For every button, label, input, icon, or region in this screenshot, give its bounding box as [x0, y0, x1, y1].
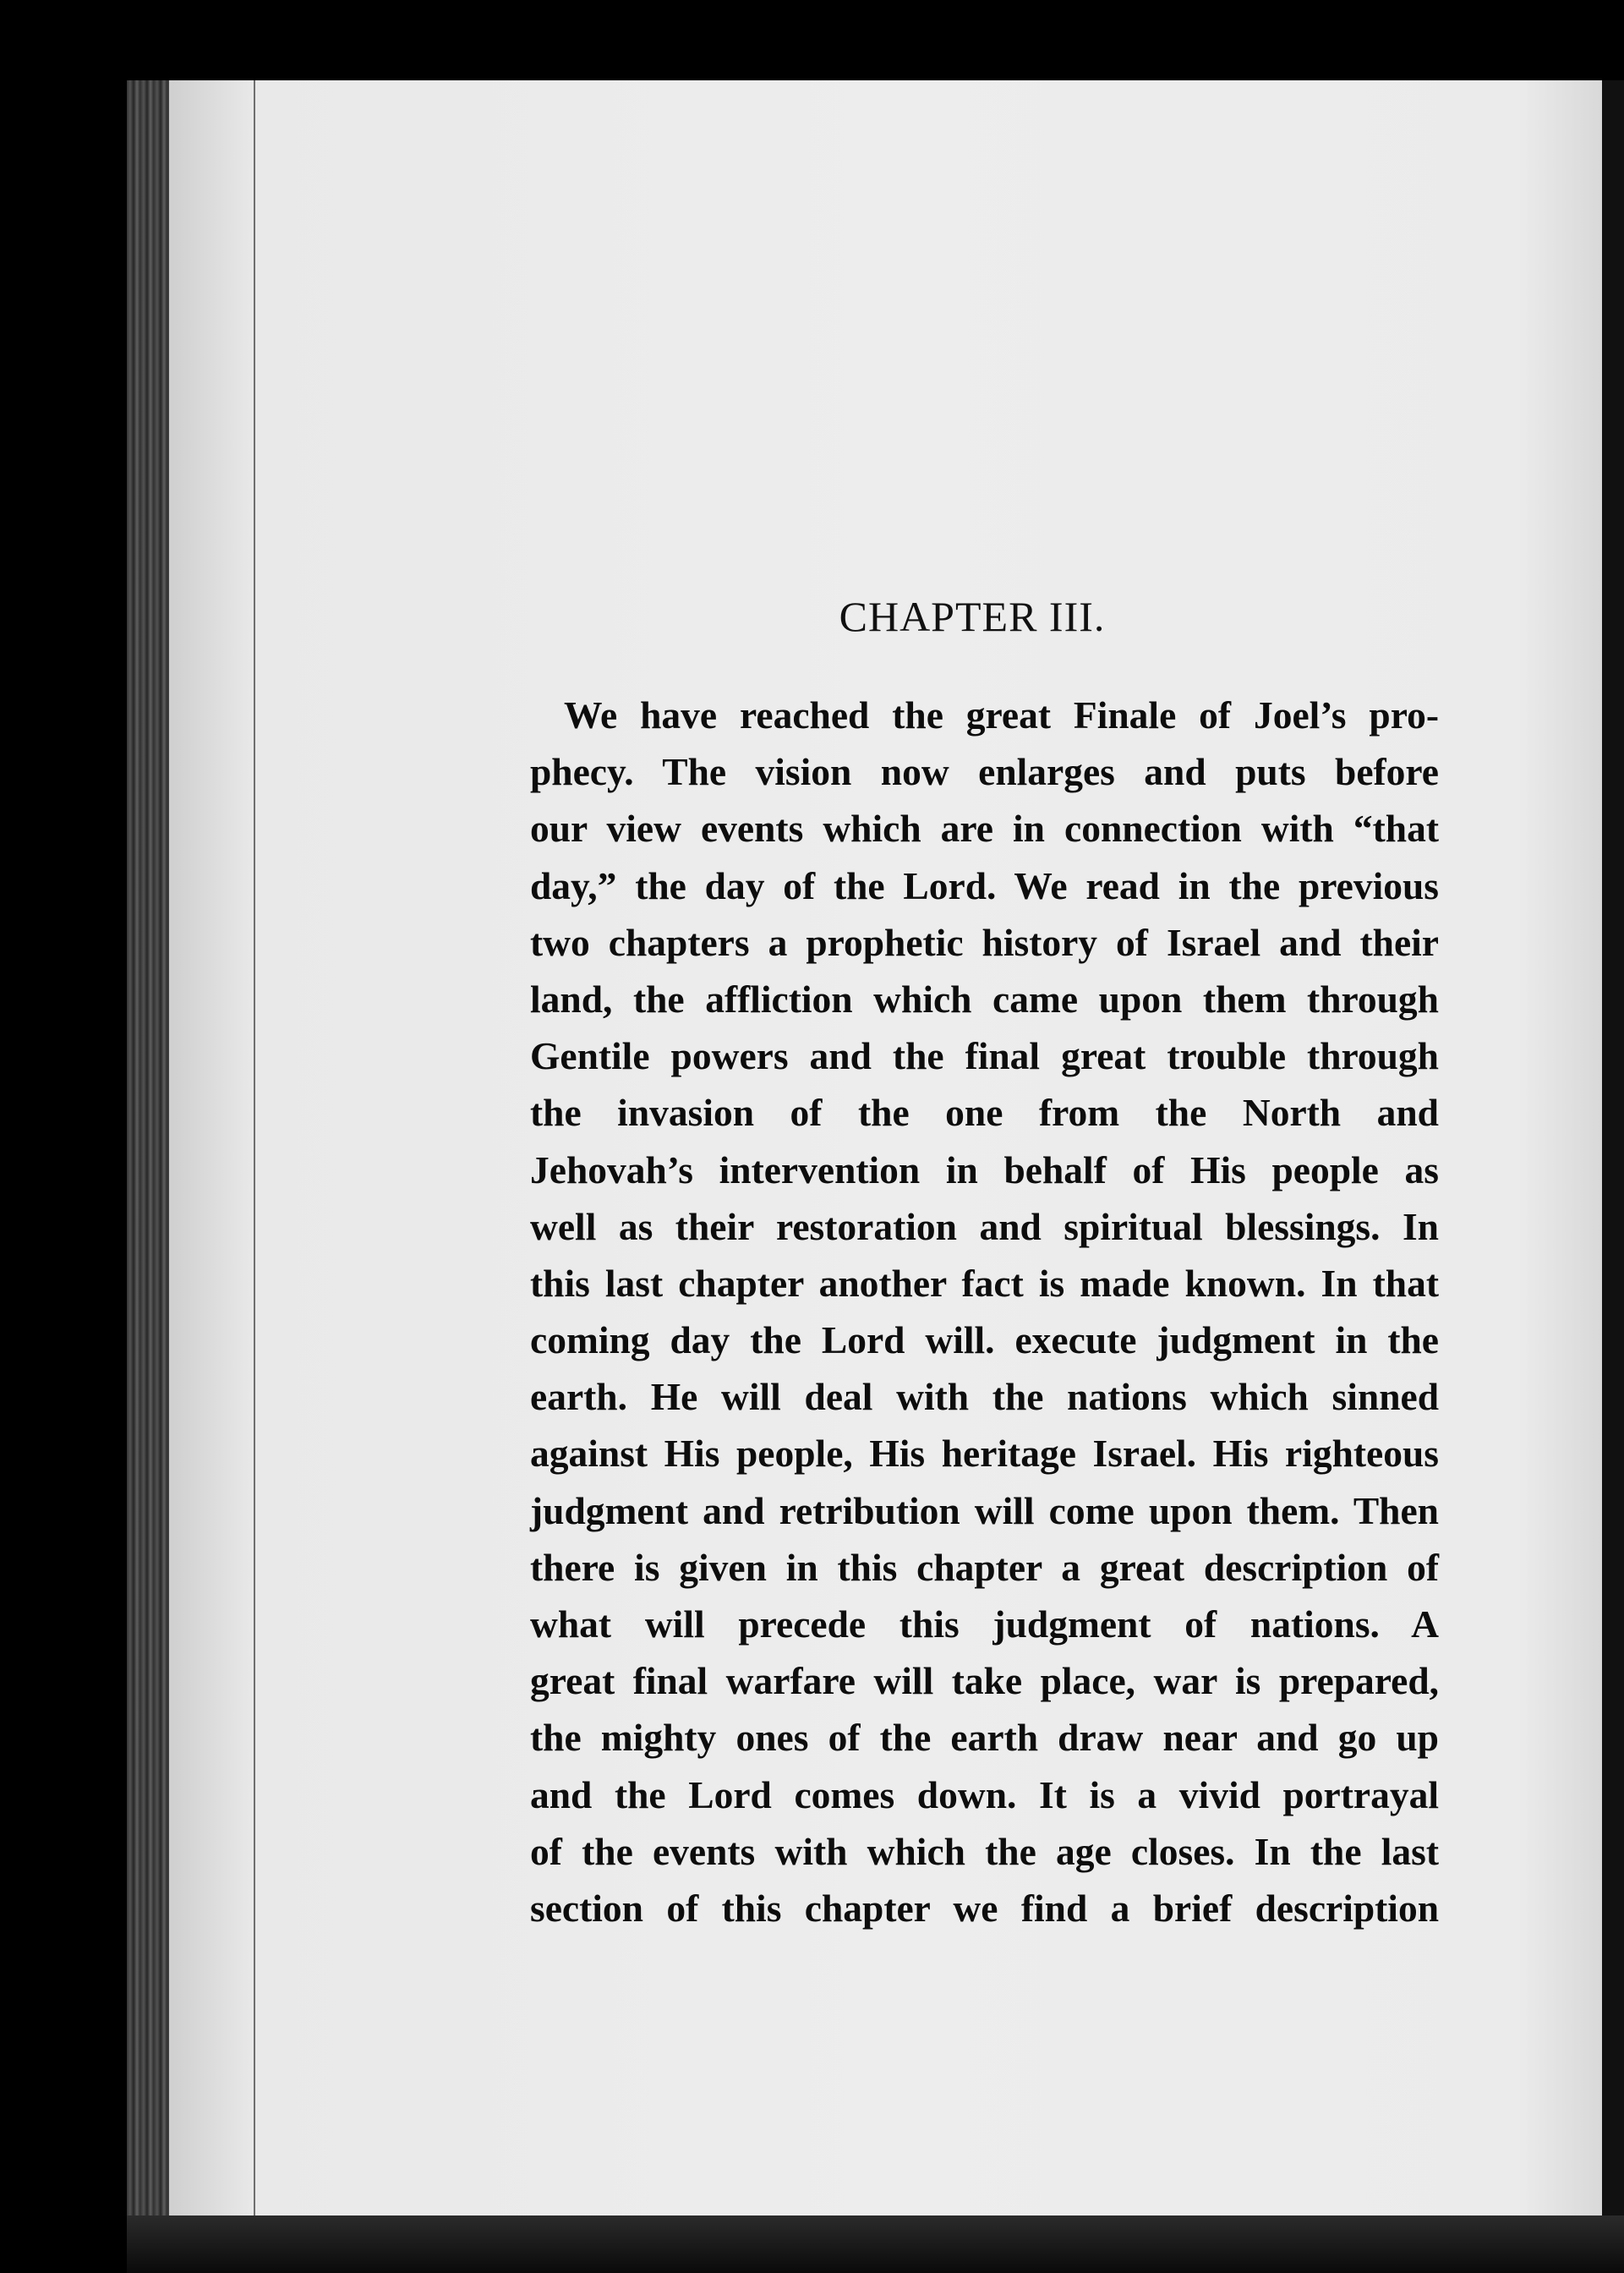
- text-line: and the Lord comes down. It is a vivid portrayal: [530, 1772, 1439, 1816]
- text-line: our view events which are in connection with “that: [530, 807, 1439, 851]
- right-page-edge: [1602, 80, 1624, 2228]
- gutter-line: [254, 80, 255, 2228]
- text-line: what will precede this judgment of nations. A: [530, 1602, 1439, 1646]
- text-line: phecy. The vision now enlarges and puts before: [530, 750, 1439, 794]
- chapter-title: CHAPTER III.: [839, 593, 1106, 640]
- text-line: day,” the day of the Lord. We read in the previous: [530, 863, 1439, 907]
- text-line: judgment and retribution will come upon them. Then: [530, 1488, 1439, 1532]
- text-line: We have reached the great Finale of Joel’s pro-: [564, 693, 1439, 737]
- bottom-page-edge: [127, 2215, 1624, 2273]
- text-line: land, the affliction which came upon them through: [530, 977, 1439, 1021]
- body-paragraph: [530, 687, 1439, 1936]
- text-line: the mighty ones of the earth draw near and go up: [530, 1716, 1439, 1760]
- text-line: there is given in this chapter a great description of: [530, 1545, 1439, 1589]
- text-line: coming day the Lord will. execute judgment in the: [530, 1318, 1439, 1362]
- text-line: two chapters a prophetic history of Israel and their: [530, 920, 1439, 964]
- text-line: the invasion of the one from the North and: [530, 1091, 1439, 1135]
- text-line: Jehovah’s intervention in behalf of His people as: [530, 1147, 1439, 1191]
- text-line: section of this chapter we find a brief description: [530, 1886, 1439, 1930]
- text-line: earth. He will deal with the nations which sinned: [530, 1375, 1439, 1419]
- text-line: well as their restoration and spiritual blessings. In: [530, 1204, 1439, 1248]
- text-line: great final warfare will take place, war is prepared,: [530, 1659, 1439, 1703]
- text-line: of the events with which the age closes. In the last: [530, 1829, 1439, 1873]
- text-line: Gentile powers and the final great trouble through: [530, 1034, 1439, 1078]
- text-line: against His people, His heritage Israel. His righteous: [530, 1432, 1439, 1476]
- text-line: this last chapter another fact is made known. In that: [530, 1261, 1439, 1305]
